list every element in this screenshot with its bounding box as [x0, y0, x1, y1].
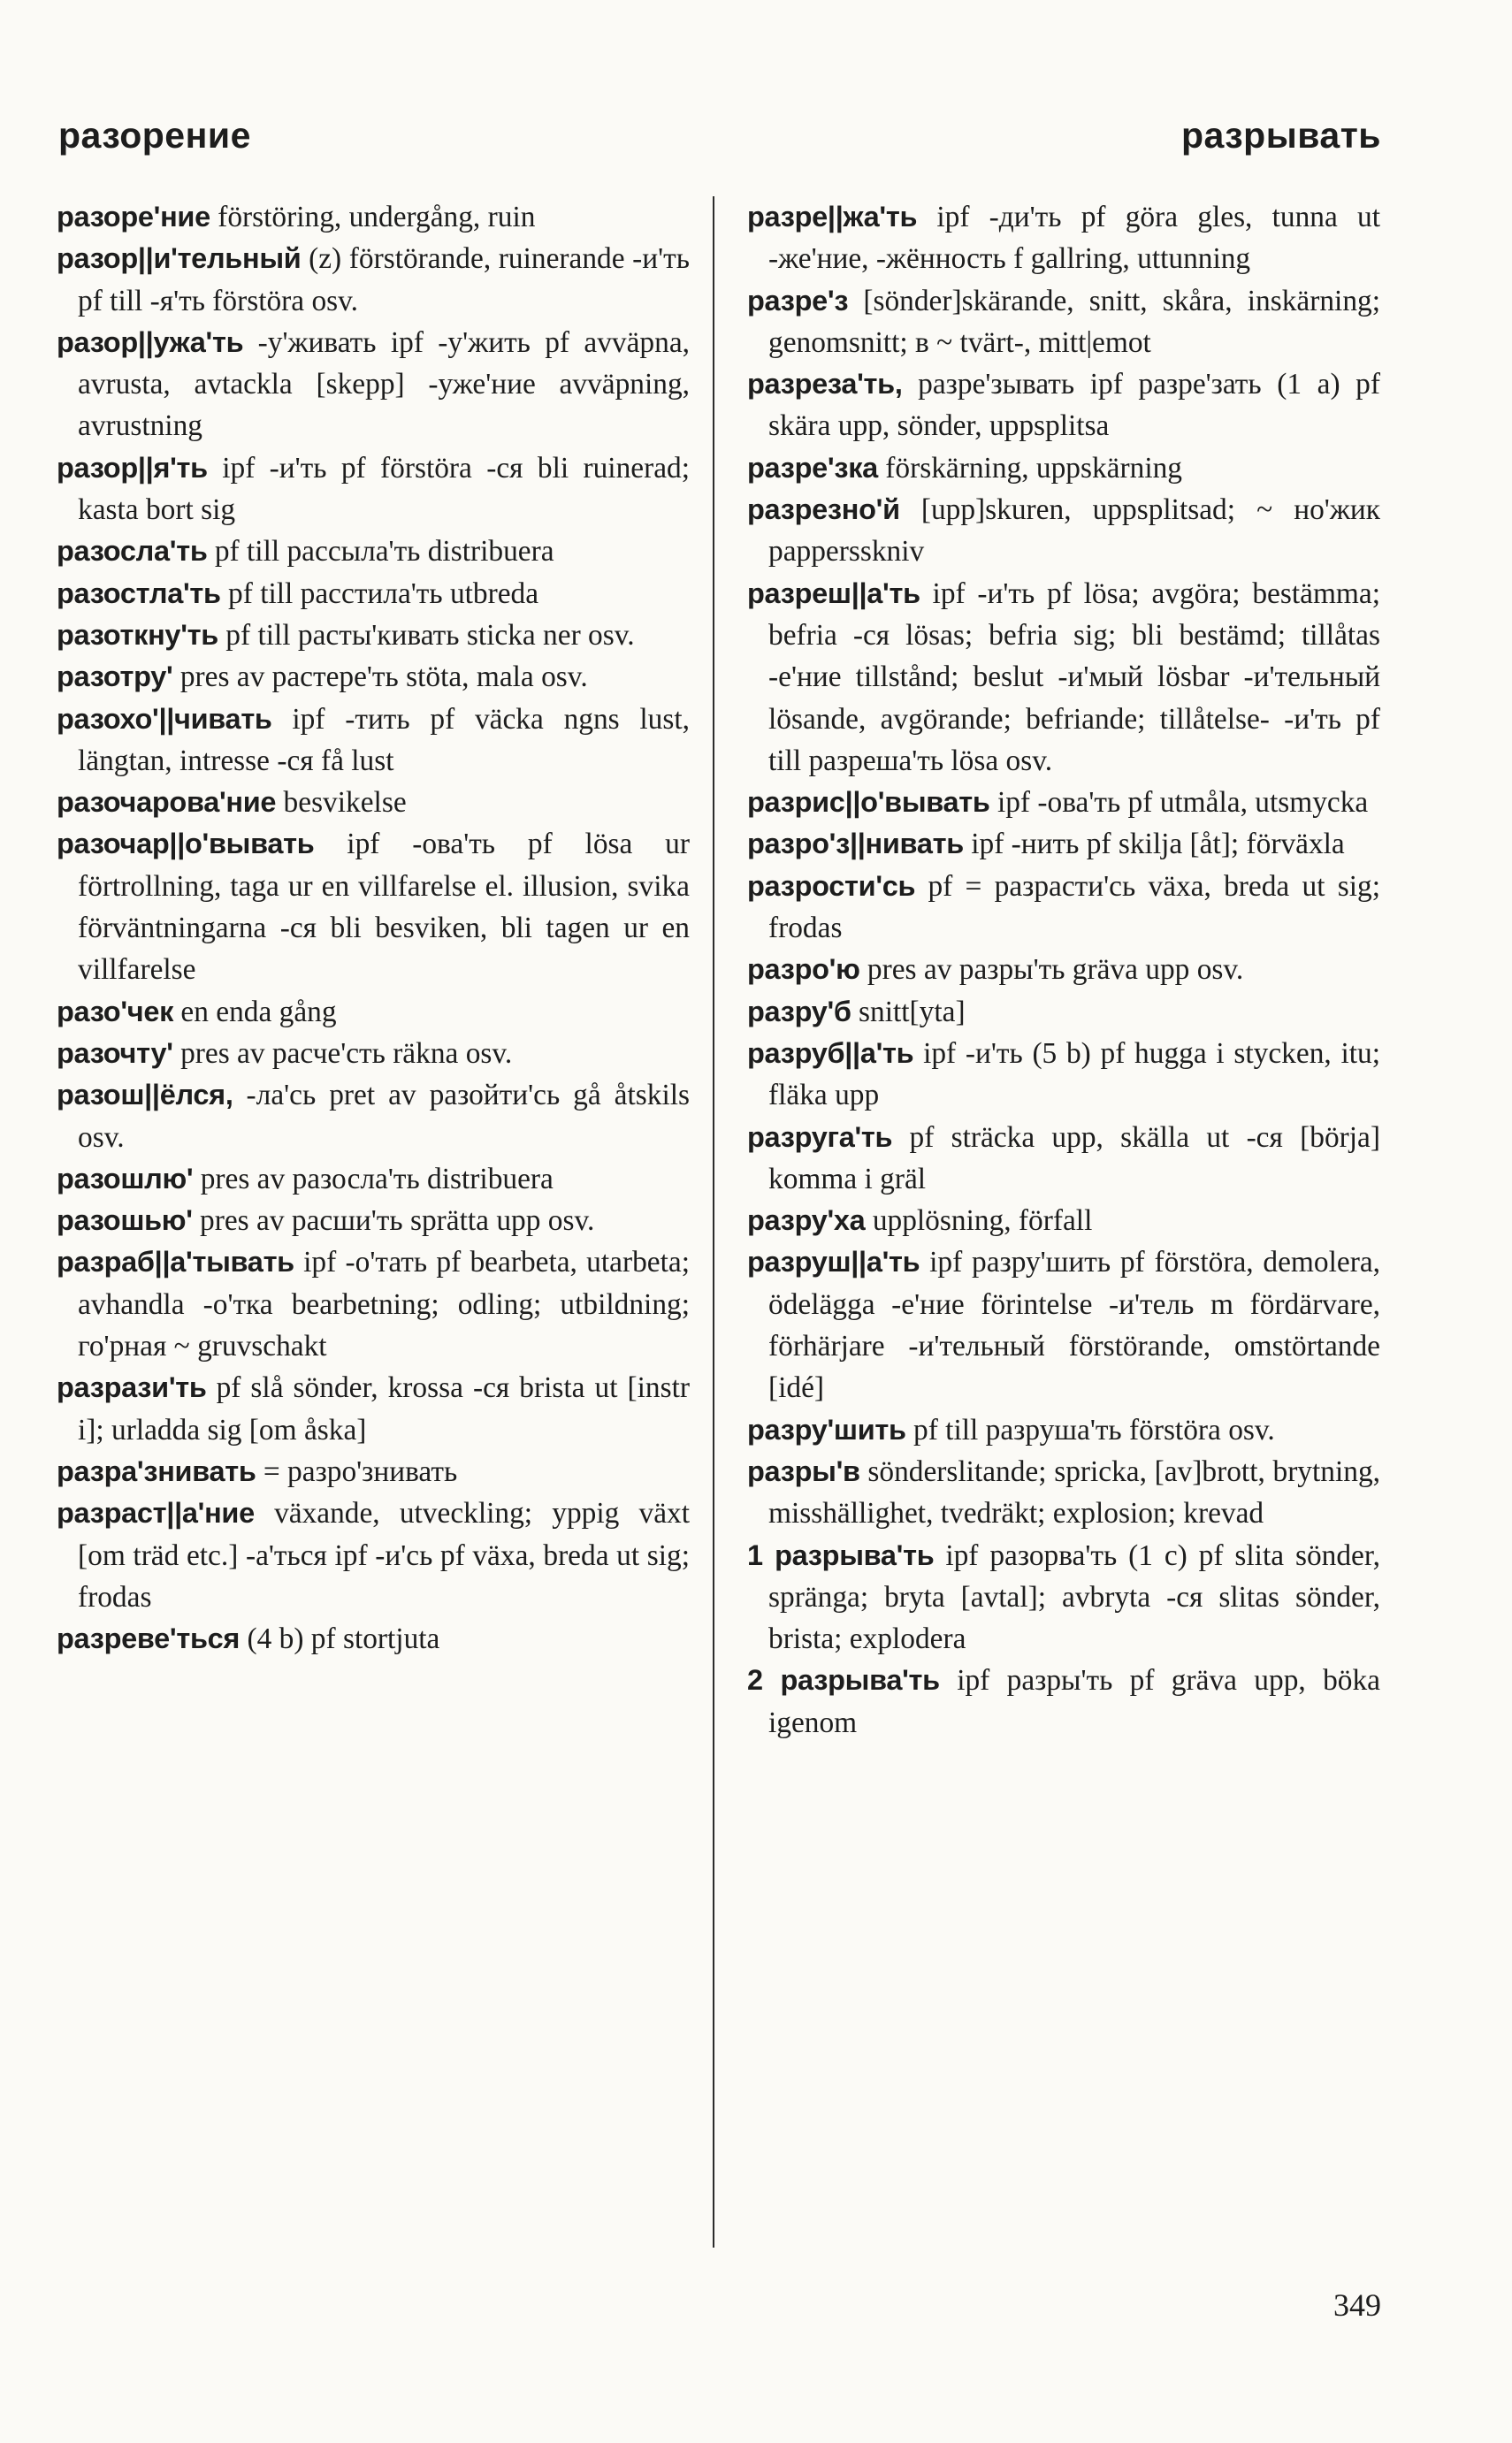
entry-definition: ipf разру'шить pf förstöra, demolera, ödelägga -е'ние förintelse -и'тель m fördärvare, förhärjare -и'тельный förstörande, omstörtande [idé] — [768, 1246, 1380, 1405]
dictionary-entry — [747, 1409, 1380, 1451]
dictionary-entry — [747, 1535, 1380, 1660]
entry-headword: разры'в — [747, 1454, 860, 1487]
entry-definition: ipf -и'ть pf förstöra -ся bli ruinerad; kasta bort sig — [78, 451, 690, 527]
left-column — [57, 196, 690, 1660]
dictionary-entry — [57, 1451, 690, 1493]
entry-headword: разошлю' — [57, 1162, 194, 1195]
dictionary-entry — [57, 573, 690, 615]
dictionary-entry — [57, 1618, 690, 1660]
entry-headword: разосла'ть — [57, 535, 208, 568]
entry-headword: разреш||а'ть — [747, 576, 920, 609]
dictionary-entry — [57, 531, 690, 572]
entry-headword: разор||ужа'ть — [57, 325, 244, 358]
entry-headword: разра'знивать — [57, 1454, 256, 1487]
dictionary-entry — [747, 866, 1380, 950]
entry-definition: -у'живать ipf -у'жить pf avväpna, avrusta, avtackla [skepp] -уже'ние avväpning, avrustning — [78, 325, 690, 443]
dictionary-entry — [57, 1158, 690, 1200]
entry-headword: разор||и'тельный — [57, 242, 302, 275]
column-divider — [713, 196, 714, 2248]
entry-headword: разраб||а'тывать — [57, 1246, 294, 1279]
entry-definition: pres av расче'сть räkna osv. — [172, 1036, 513, 1070]
dictionary-entry — [57, 196, 690, 238]
dictionary-entry — [747, 1660, 1380, 1744]
dictionary-entry — [747, 1117, 1380, 1201]
entry-definition: [sönder]skärande, snitt, skåra, inskärning; genomsnitt; в ~ tvärt-, mitt|emot — [768, 284, 1380, 359]
entry-headword: разочар||о'вывать — [57, 828, 315, 860]
entry-definition: ipf -ова'ть pf lösa ur förtrollning, taga ur en villfarelse el. illusion, svika förväntningarna -ся bli besviken, bli tagen ur en villfarelse — [78, 828, 690, 987]
entry-headword: разруга'ть — [747, 1120, 893, 1153]
dictionary-entry — [57, 1033, 690, 1074]
entry-definition: sönderslitande; spricka, [av]brott, brytning, misshällighet, tvedräkt; explosion; krevad — [768, 1454, 1380, 1531]
dictionary-entry — [747, 363, 1380, 447]
entry-headword: разрости'сь — [747, 869, 916, 902]
entry-definition: en enda gång — [173, 995, 337, 1028]
entry-definition: -ла'сь pret av разойти'сь gå åtskils osv. — [78, 1079, 690, 1154]
entry-definition: pf till расты'кивать sticka ner osv. — [218, 618, 635, 652]
entry-headword: разро'ю — [747, 953, 860, 986]
entry-headword: разру'б — [747, 995, 851, 1027]
dictionary-entry — [747, 782, 1380, 823]
dictionary-entry — [747, 949, 1380, 990]
page-number: 349 — [1333, 2287, 1381, 2323]
dictionary-entry — [747, 1451, 1380, 1535]
guide-word-right: разрывать — [1180, 115, 1381, 156]
dictionary-entry — [747, 1241, 1380, 1409]
entry-definition: [upp]skuren, uppsplitsad; ~ но'жик pappersskniv — [768, 493, 1380, 569]
entry-headword: 1 разрыва'ть — [747, 1538, 935, 1571]
entry-definition: pf till разруша'ть förstöra osv. — [905, 1413, 1275, 1447]
dictionary-entry — [57, 1074, 690, 1158]
entry-headword: разоткну'ть — [57, 618, 218, 651]
entry-definition: pf till рассыла'ть distribuera — [207, 535, 554, 569]
entry-headword: разру'шить — [747, 1413, 906, 1446]
entry-definition: pf sträcka upp, skälla ut -ся [börja] komma i gräl — [768, 1120, 1380, 1195]
entry-definition: pf till расстила'ть utbreda — [220, 576, 539, 610]
entry-headword: разрезно'й — [747, 493, 900, 526]
dictionary-entry — [747, 447, 1380, 489]
dictionary-entry — [747, 991, 1380, 1033]
entry-headword: разош||ёлся, — [57, 1079, 233, 1111]
entry-definition: pres av разры'ть gräva upp osv. — [859, 953, 1244, 987]
dictionary-entry — [57, 782, 690, 823]
entry-definition: förskärning, uppskärning — [877, 451, 1182, 485]
entry-headword: разре||жа'ть — [747, 201, 918, 233]
dictionary-entry — [57, 322, 690, 447]
entry-headword: разохо'||чивать — [57, 702, 272, 735]
entry-definition: pres av разосла'ть distribuera — [193, 1162, 554, 1195]
entry-definition: ipf разры'ть pf gräva upp, böka igenom — [768, 1664, 1380, 1739]
dictionary-entry — [57, 1200, 690, 1241]
entry-definition: upplösning, förfall — [865, 1204, 1093, 1238]
entry-headword: разре'зка — [747, 451, 878, 484]
dictionary-entry — [57, 447, 690, 531]
entry-headword: разошью' — [57, 1204, 193, 1237]
entry-headword: 2 разрыва'ть — [747, 1664, 940, 1697]
dictionary-entry — [57, 656, 690, 698]
entry-definition: ipf -ди'ть pf göra gles, tunna ut -же'ние, -жённость f gallring, uttunning — [768, 201, 1380, 276]
entry-definition: förstöring, undergång, ruin — [210, 201, 536, 233]
dictionary-entry — [57, 823, 690, 990]
dictionary-entry — [747, 1033, 1380, 1117]
dictionary-entry — [747, 489, 1380, 573]
entry-headword: разру'ха — [747, 1204, 866, 1237]
entry-headword: разоре'ние — [57, 201, 210, 233]
entry-headword: разруб||а'ть — [747, 1036, 914, 1069]
dictionary-entry — [747, 573, 1380, 782]
entry-headword: разочарова'ние — [57, 786, 277, 819]
entry-headword: разреза'ть, — [747, 368, 903, 401]
dictionary-entry — [57, 991, 690, 1033]
entry-headword: разрази'ть — [57, 1371, 207, 1404]
entry-headword: разор||я'ть — [57, 451, 208, 484]
dictionary-entry — [747, 280, 1380, 364]
entry-definition: snitt[yta] — [851, 995, 966, 1028]
dictionary-entry — [57, 699, 690, 783]
dictionary-entry — [747, 1200, 1380, 1241]
entry-definition: pres av расши'ть sprätta upp osv. — [192, 1204, 595, 1238]
entry-headword: разро'з||нивать — [747, 828, 964, 860]
entry-definition: ipf -ова'ть pf utmåla, utsmycka — [989, 786, 1369, 820]
entry-definition: ipf -и'ть (5 b) pf hugga i stycken, itu; fläka upp — [768, 1036, 1380, 1112]
entry-headword: разотру' — [57, 660, 173, 693]
entry-definition: pf slå sönder, krossa -ся brista ut [instr i]; urladda sig [om åska] — [78, 1371, 690, 1447]
dictionary-entry — [747, 823, 1380, 865]
entry-headword: разруш||а'ть — [747, 1246, 920, 1279]
entry-definition: ipf разорва'ть (1 c) pf slita sönder, spränga; bryta [avtal]; avbryta -ся slitas sönder, brista; explodera — [768, 1538, 1380, 1656]
entry-definition: växande, utveckling; yppig växt [om träd etc.] -а'ться ipf -и'сь pf växa, breda ut sig; frodas — [78, 1497, 690, 1614]
entry-definition: разре'зывать ipf разре'зать (1 a) pf skära upp, sönder, uppsplitsa — [768, 368, 1380, 443]
entry-definition: ipf -тить pf väcka ngns lust, längtan, intresse -ся få lust — [78, 702, 690, 777]
entry-definition: besvikelse — [276, 786, 407, 820]
entry-definition: (z) förstörande, ruinerande -и'ть pf till -я'ть förstöra osv. — [78, 242, 690, 317]
entry-headword: разре'з — [747, 284, 849, 317]
entry-definition: ipf -и'ть pf lösa; avgöra; bestämma; befria -ся lösas; befria sig; bli bestämd; tillåtas -е'ние tillstånd; beslut -и'мый lösbar -и'тельный lösande, avgörande; befriande; tillåtelse- -и'ть pf till разреша'ть lösa osv. — [768, 576, 1380, 777]
right-column — [747, 196, 1380, 1744]
entry-headword: разочту' — [57, 1036, 173, 1069]
entry-definition: = разро'знивать — [256, 1454, 458, 1488]
dictionary-entry — [57, 1367, 690, 1451]
dictionary-entry — [747, 196, 1380, 280]
dictionary-entry — [57, 1493, 690, 1618]
dictionary-entry — [57, 1241, 690, 1367]
entry-headword: разреве'ться — [57, 1622, 241, 1655]
entry-definition: (4 b) pf stortjuta — [240, 1622, 440, 1656]
entry-definition: pf = разрасти'сь växa, breda ut sig; frodas — [768, 869, 1380, 945]
dictionary-entry — [57, 238, 690, 322]
dictionary-entry — [57, 615, 690, 656]
entry-headword: разостла'ть — [57, 576, 221, 609]
entry-headword: разраст||а'ние — [57, 1497, 255, 1530]
entry-definition: pres av растере'ть stöta, mala osv. — [172, 660, 588, 694]
entry-definition: ipf -о'тать pf bearbeta, utarbeta; avhandla -о'тка bearbetning; odling; utbildning; го'рная ~ gruvschakt — [78, 1246, 690, 1363]
entry-headword: разрис||о'вывать — [747, 786, 990, 819]
entry-definition: ipf -нить pf skilja [åt]; förväxla — [963, 828, 1345, 861]
guide-word-left: разорение — [58, 115, 251, 156]
entry-headword: разо'чек — [57, 995, 174, 1027]
